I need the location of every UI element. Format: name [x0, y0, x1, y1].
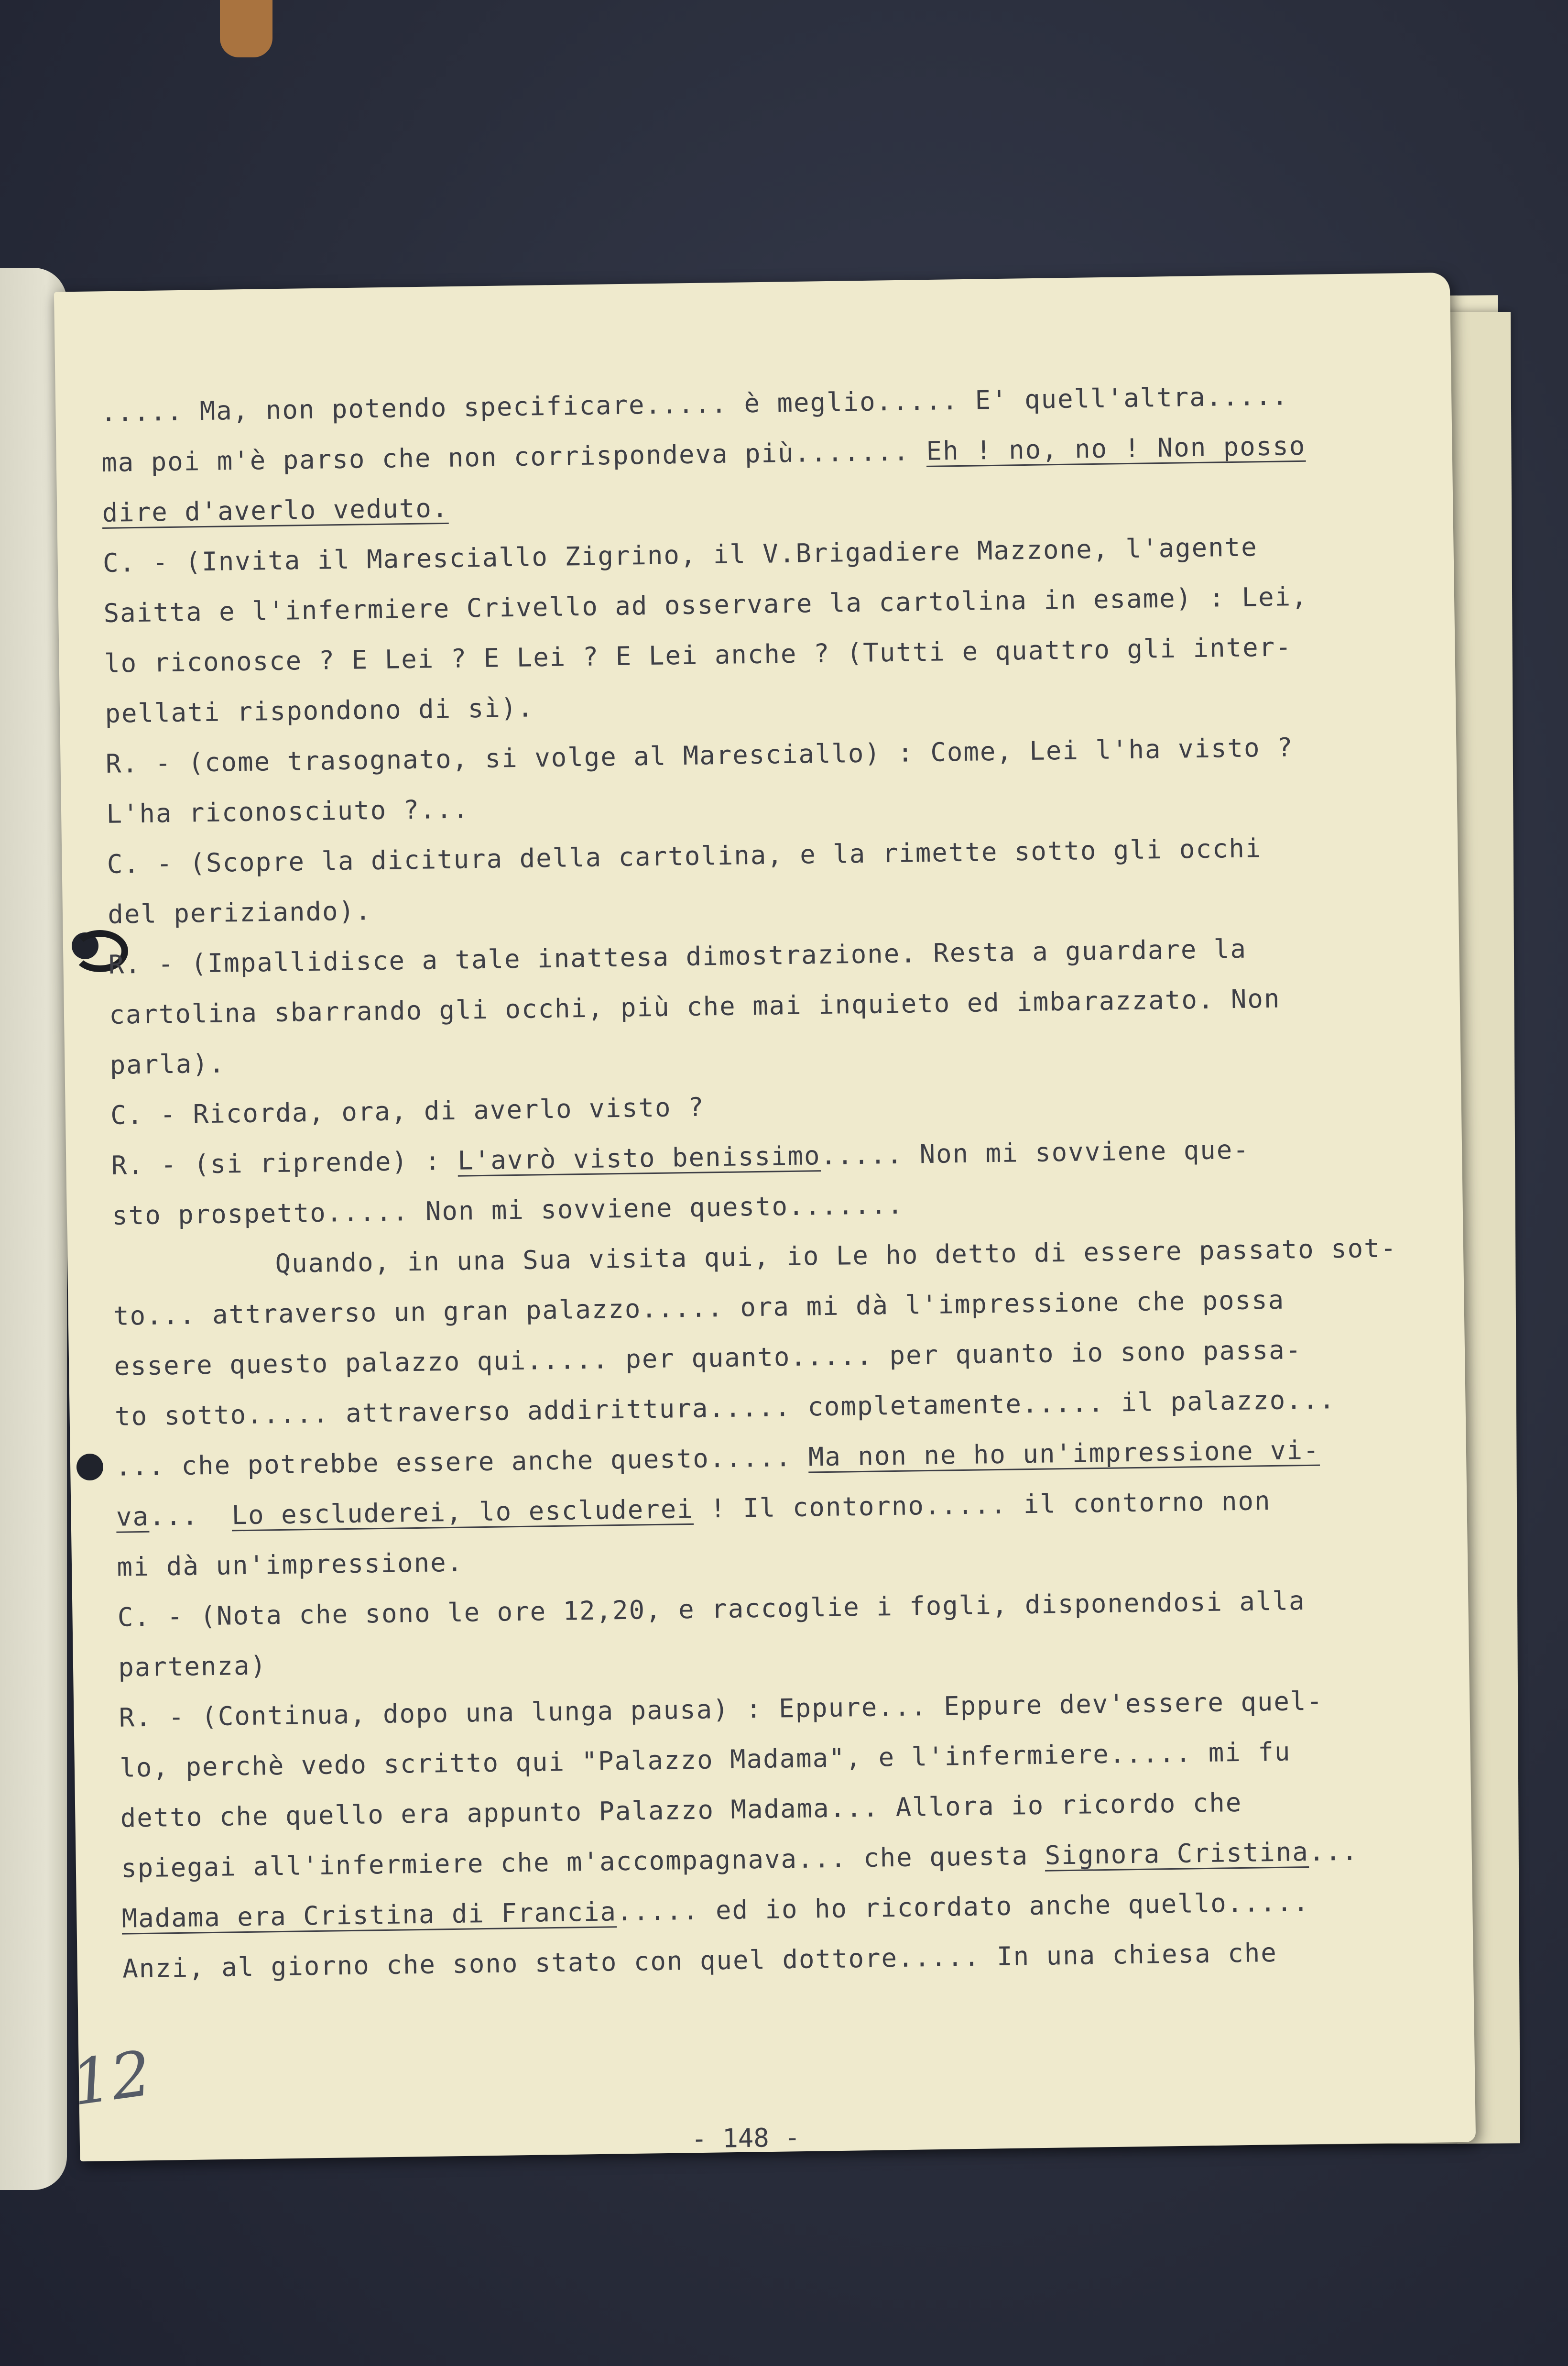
- line-text: Saitta e l'infermiere Crivello ad osservare la cartolina in esame) : Lei,: [103, 581, 1308, 628]
- line-text: C. - (Scopre la dicitura della cartolina, e la rimette sotto gli occhi: [107, 833, 1262, 879]
- line-text: cartolina sbarrando gli occhi, più che mai inquieto ed imbarazzato. Non: [109, 983, 1281, 1030]
- line-text: R. - (si riprende) :: [111, 1145, 458, 1181]
- line-text: pellati rispondono di sì).: [105, 692, 534, 729]
- line-text: R. - (Impallidisce a tale inattesa dimostrazione. Resta a guardare la: [108, 933, 1247, 980]
- paper-tab: [220, 0, 272, 57]
- line-text: C. - (Invita il Maresciallo Zigrino, il V.Brigadiere Mazzone, l'agente: [102, 532, 1258, 578]
- line-text: partenza): [118, 1650, 267, 1683]
- line-text: C. - Ricorda, ora, di averlo visto ?: [110, 1092, 705, 1130]
- page-number: - 148 -: [691, 2122, 801, 2154]
- line-text: C. - (Nota che sono le ore 12,20, e raccoglie i fogli, disponendosi alla: [117, 1586, 1306, 1632]
- line-text: to... attraverso un gran palazzo..... ora mi dà l'impressione che possa: [113, 1284, 1285, 1331]
- line-text: Quando, in una Sua visita qui, io Le ho detto di essere passato sot-: [275, 1233, 1397, 1279]
- line-text: ... che potrebbe essere anche questo.....: [115, 1442, 809, 1482]
- underlined-text: Signora Cristina: [1045, 1837, 1309, 1871]
- line-text: ..... ed io ho ricordato anche quello.....: [616, 1886, 1310, 1927]
- underlined-text: dire d'averlo veduto.: [102, 493, 449, 528]
- line-text: lo riconosce ? E Lei ? E Lei ? E Lei anche ? (Tutti e quattro gli inter-: [104, 632, 1293, 679]
- underlined-text: va: [116, 1501, 150, 1532]
- line-text: spiegai all'infermiere che m'accompagnava... che questa: [120, 1840, 1045, 1884]
- left-page-edge: [0, 268, 67, 2190]
- underlined-text: Eh ! no, no ! Non posso: [926, 430, 1306, 466]
- line-text: ! Il contorno..... il contorno non: [693, 1486, 1271, 1524]
- line-text: del periziando).: [107, 896, 372, 930]
- line-text: detto che quello era appunto Palazzo Madama... Allora io ricordo che: [120, 1787, 1242, 1833]
- line-text: essere questo palazzo qui..... per quanto..... per quanto io sono passa-: [114, 1335, 1302, 1381]
- binding-hole: [76, 1454, 103, 1480]
- typewritten-text: [100, 369, 1452, 1994]
- line-text: L'ha riconosciuto ?...: [106, 794, 470, 829]
- line-text: R. - (come trasognato, si volge al Maresciallo) : Come, Lei l'ha visto ?: [105, 732, 1294, 779]
- underlined-text: Madama era Cristina di Francia: [121, 1896, 617, 1934]
- line-text: to sotto..... attraverso addirittura..... completamente..... il palazzo...: [114, 1384, 1336, 1432]
- line-text: Anzi, al giorno che sono stato con quel dottore..... In una chiesa che: [122, 1937, 1278, 1984]
- line-text: parla).: [109, 1048, 226, 1080]
- line-text: R. - (Continua, dopo una lunga pausa) : Eppure... Eppure dev'essere quel-: [119, 1686, 1324, 1733]
- line-text: ma poi m'è parso che non corrispondeva più.......: [101, 436, 927, 478]
- line-text: ...: [1308, 1836, 1359, 1867]
- underlined-text: Lo escluderei, lo escluderei: [231, 1493, 694, 1531]
- line-text: mi dà un'impressione.: [117, 1547, 464, 1582]
- underlined-text: Ma non ne ho un'impressione vi-: [808, 1435, 1320, 1472]
- line-text: lo, perchè vedo scritto qui "Palazzo Madama", e l'infermiere..... mi fu: [119, 1736, 1291, 1783]
- line-text: ..... Non mi sovviene que-: [820, 1134, 1250, 1171]
- underlined-text: L'avrò visto benissimo: [457, 1140, 821, 1176]
- line-text: ...: [149, 1500, 232, 1532]
- handwritten-page-number: 12: [67, 2037, 156, 2120]
- line-text: sto prospetto..... Non mi sovviene questo.......: [111, 1189, 904, 1231]
- line-text: ..... Ma, non potendo specificare..... è meglio..... E' quell'altra.....: [100, 381, 1289, 427]
